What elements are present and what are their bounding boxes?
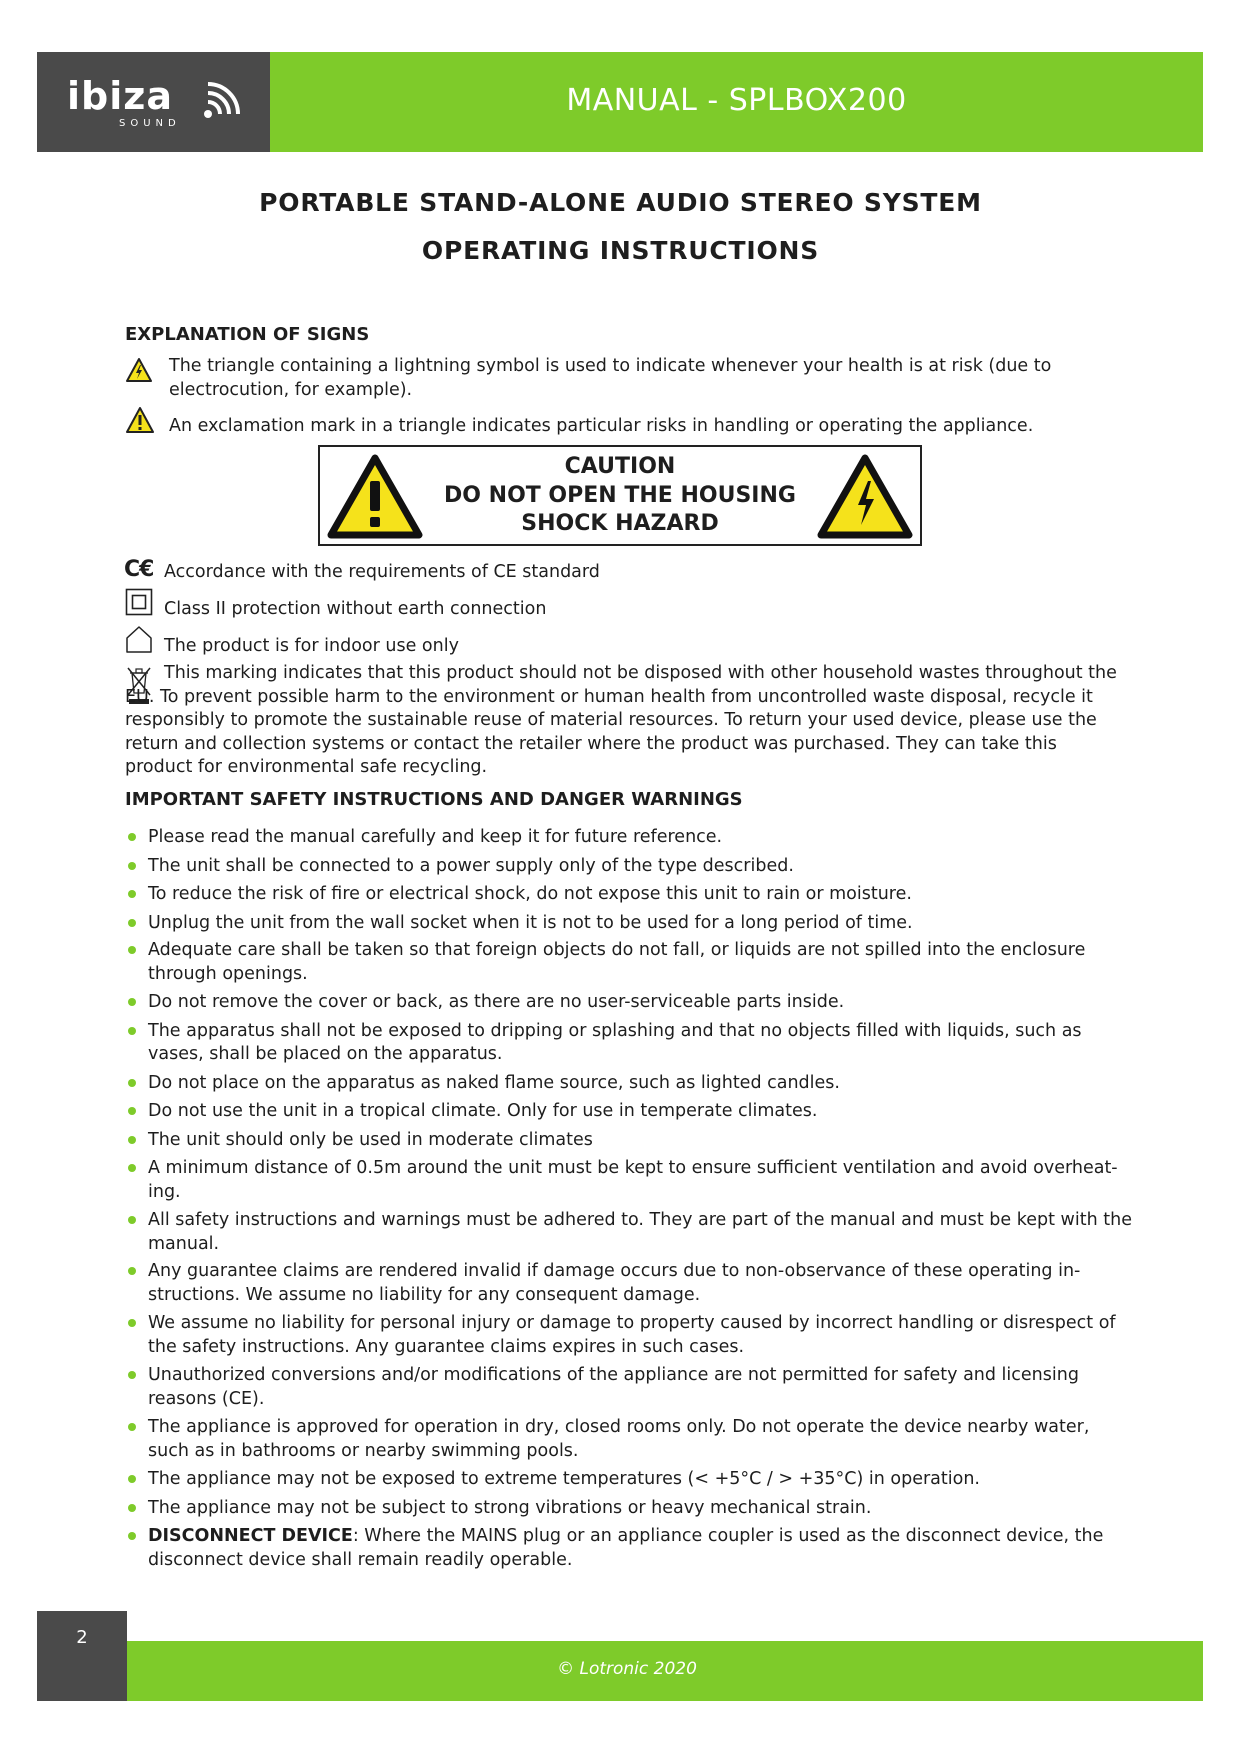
footer-bar: [127, 1641, 1203, 1701]
lightning-warning-icon: [125, 357, 153, 383]
list-item: [125, 1525, 1135, 1572]
list-item: The appliance may not be exposed to extreme temperatures (< +5°C / > +35°C) in operation.: [125, 1468, 1135, 1492]
document-title: PORTABLE STAND-ALONE AUDIO STEREO SYSTEM: [259, 188, 982, 217]
weee-sign-text: This marking indicates that this product should not be disposed with other household wastes throughout the EU. To prevent possible harm to the environment or human health from uncontrolled waste disposal, recycle it responsibly to promote the sustainable reuse of material resources. To return your used device, please use the return and collection systems or contact the retailer where the product was purchased. They can take this product for environmental safe recycling.: [125, 663, 1117, 777]
disconnect-device-text: : Where the MAINS plug or an appliance coupler is used as the disconnect device, the disconnect device shall remain readily operable.: [148, 1526, 1104, 1570]
list-item: Any guarantee claims are rendered invalid if damage occurs due to non-observance of these operating in-structions. We assume no liability for any consequent damage.: [125, 1260, 1135, 1307]
lightning-sign-text: The triangle containing a lightning symbol is used to indicate whenever your health is at risk (due to electrocution, for example).: [169, 356, 1052, 400]
sound-waves-icon: [200, 82, 240, 122]
logo-subtitle: SOUND: [119, 118, 181, 129]
lightning-warning-icon: [816, 453, 914, 540]
list-item: Unplug the unit from the wall socket when it is not to be used for a long period of time.: [125, 912, 1135, 936]
list-item: The apparatus shall not be exposed to dripping or splashing and that no objects filled with liquids, such as vases, shall be placed on the apparatus.: [125, 1020, 1135, 1067]
list-item: Do not remove the cover or back, as there are no user-serviceable parts inside.: [125, 991, 1135, 1015]
list-item: The unit shall be connected to a power supply only of the type described.: [125, 855, 1135, 879]
indoor-sign-text: The product is for indoor use only: [164, 636, 459, 656]
exclamation-sign-text: An exclamation mark in a triangle indicates particular risks in handling or operating the appliance.: [169, 416, 1034, 436]
list-item: We assume no liability for personal injury or damage to property caused by incorrect handling or disrespect of the safety instructions. Any guarantee claims expires in such cases.: [125, 1312, 1135, 1359]
caution-line-2: DO NOT OPEN THE HOUSING: [444, 482, 796, 508]
list-item: The appliance may not be subject to strong vibrations or heavy mechanical strain.: [125, 1497, 1135, 1521]
logo-wordmark: ibiza: [67, 74, 174, 118]
list-item: The unit should only be used in moderate climates: [125, 1129, 1135, 1153]
caution-line-3: SHOCK HAZARD: [521, 511, 719, 536]
page-number: 2: [76, 1627, 88, 1648]
copyright-text: © Lotronic 2020: [557, 1659, 697, 1679]
header-bar: [270, 52, 1203, 152]
house-icon: [124, 624, 154, 654]
class-ii-sign-text: Class II protection without earth connection: [164, 599, 547, 619]
class-ii-icon: [125, 588, 153, 616]
exclamation-warning-icon: [125, 406, 155, 434]
caution-line-1: CAUTION: [564, 454, 676, 479]
list-item: To reduce the risk of fire or electrical shock, do not expose this unit to rain or moisture.: [125, 883, 1135, 907]
list-item: The appliance is approved for operation in dry, closed rooms only. Do not operate the device nearby water, such as in bathrooms or nearby swimming pools.: [125, 1416, 1135, 1463]
ce-mark-icon: C€: [124, 557, 154, 582]
ce-sign-text: Accordance with the requirements of CE standard: [164, 562, 600, 582]
page-header: [37, 52, 1203, 152]
list-item: Please read the manual carefully and keep it for future reference.: [125, 826, 1135, 850]
manual-title: MANUAL - SPLBOX200: [566, 83, 907, 118]
page-number-box: [37, 1611, 127, 1701]
list-item: All safety instructions and warnings must be adhered to. They are part of the manual and must be kept with the manual.: [125, 1209, 1135, 1256]
list-item: Do not place on the apparatus as naked flame source, such as lighted candles.: [125, 1072, 1135, 1096]
list-item: Adequate care shall be taken so that foreign objects do not fall, or liquids are not spilled into the enclosure through openings.: [125, 939, 1135, 986]
disconnect-device-label: DISCONNECT DEVICE: [148, 1526, 353, 1546]
list-item: A minimum distance of 0.5m around the unit must be kept to ensure sufficient ventilation and avoid overheat-ing.: [125, 1157, 1135, 1204]
list-item: Do not use the unit in a tropical climate. Only for use in temperate climates.: [125, 1100, 1135, 1124]
document-subtitle: OPERATING INSTRUCTIONS: [421, 236, 820, 265]
signs-heading: EXPLANATION OF SIGNS: [125, 324, 370, 345]
safety-list: [125, 826, 1135, 1572]
brand-logo: [37, 52, 270, 152]
safety-heading: IMPORTANT SAFETY INSTRUCTIONS AND DANGER WARNINGS: [125, 789, 743, 810]
caution-label: [318, 445, 922, 546]
list-item: Unauthorized conversions and/or modifications of the appliance are not permitted for safety and licensing reasons (CE).: [125, 1364, 1135, 1411]
